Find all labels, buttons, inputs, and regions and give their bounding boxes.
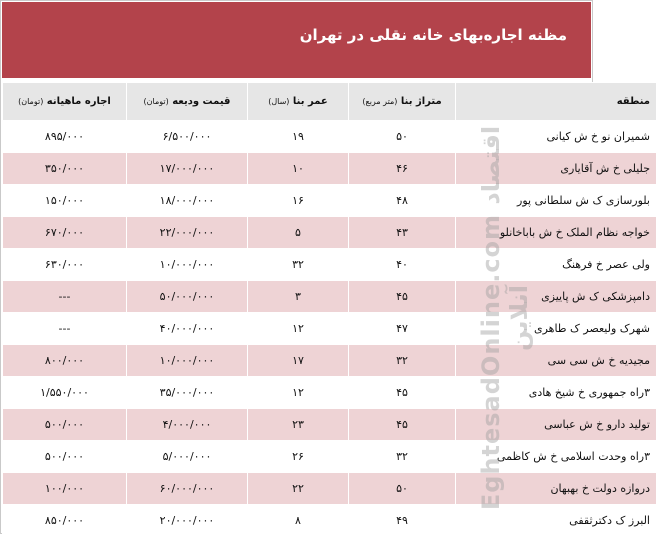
table-row [3, 185, 657, 217]
cell-age: ۱۰ [248, 153, 349, 185]
cell-rent: --- [3, 313, 127, 345]
cell-age: ۱۹ [248, 121, 349, 153]
table-body [3, 121, 657, 537]
rent-table [2, 82, 657, 537]
cell-deposit: ۳۵/۰۰۰/۰۰۰ [127, 377, 248, 409]
cell-deposit: ۶/۵۰۰/۰۰۰ [127, 121, 248, 153]
cell-rent: ۶۳۰/۰۰۰ [3, 249, 127, 281]
table-row [3, 121, 657, 153]
cell-rent: ۳۵۰/۰۰۰ [3, 153, 127, 185]
cell-area: ۴۰ [349, 249, 456, 281]
cell-region: ۳راه جمهوری خ شیخ هادی [456, 377, 657, 409]
cell-region: جلیلی خ ش آقایاری [456, 153, 657, 185]
cell-age: ۱۶ [248, 185, 349, 217]
cell-rent: ۸۰۰/۰۰۰ [3, 345, 127, 377]
cell-region: شهرک ولیعصر ک طاهری [456, 313, 657, 345]
cell-age: ۳۲ [248, 249, 349, 281]
cell-age: ۲۳ [248, 409, 349, 441]
cell-deposit: ۱۰/۰۰۰/۰۰۰ [127, 345, 248, 377]
header-rent-unit: (تومان) [18, 97, 44, 106]
cell-age: ۲۶ [248, 441, 349, 473]
header-age: عمر بنا (سال) [248, 83, 349, 121]
page-title: مظنه اجاره‌بهای خانه نقلی در تهران [299, 26, 567, 44]
cell-region: البرز ک دکترثقفی [456, 505, 657, 537]
cell-rent: ۱۵۰/۰۰۰ [3, 185, 127, 217]
table-row [3, 441, 657, 473]
cell-age: ۱۲ [248, 377, 349, 409]
table-row [3, 281, 657, 313]
cell-rent: ۱/۵۵۰/۰۰۰ [3, 377, 127, 409]
cell-rent: ۶۷۰/۰۰۰ [3, 217, 127, 249]
cell-deposit: ۴/۰۰۰/۰۰۰ [127, 409, 248, 441]
cell-deposit: ۱۸/۰۰۰/۰۰۰ [127, 185, 248, 217]
cell-rent: ۵۰۰/۰۰۰ [3, 409, 127, 441]
cell-rent: ۵۰۰/۰۰۰ [3, 441, 127, 473]
cell-area: ۴۸ [349, 185, 456, 217]
cell-deposit: ۵/۰۰۰/۰۰۰ [127, 441, 248, 473]
cell-age: ۲۲ [248, 473, 349, 505]
cell-region: بلورسازی ک ش سلطانی پور [456, 185, 657, 217]
cell-area: ۴۹ [349, 505, 456, 537]
cell-region: مجیدیه خ ش سی سی [456, 345, 657, 377]
header-deposit-unit: (تومان) [143, 97, 169, 106]
cell-deposit: ۴۰/۰۰۰/۰۰۰ [127, 313, 248, 345]
cell-deposit: ۱۰/۰۰۰/۰۰۰ [127, 249, 248, 281]
cell-area: ۳۲ [349, 345, 456, 377]
cell-age: ۱۲ [248, 313, 349, 345]
cell-area: ۴۶ [349, 153, 456, 185]
cell-deposit: ۲۰/۰۰۰/۰۰۰ [127, 505, 248, 537]
cell-rent: ۱۰۰/۰۰۰ [3, 473, 127, 505]
cell-region: دامپزشکی ک ش پاییزی [456, 281, 657, 313]
table-row [3, 473, 657, 505]
cell-deposit: ۱۷/۰۰۰/۰۰۰ [127, 153, 248, 185]
cell-region: ۳راه وحدت اسلامی خ ش کاظمی [456, 441, 657, 473]
table-row [3, 505, 657, 537]
cell-age: ۸ [248, 505, 349, 537]
table-row [3, 409, 657, 441]
table-row [3, 217, 657, 249]
cell-region: دروازه دولت خ بهبهان [456, 473, 657, 505]
cell-age: ۳ [248, 281, 349, 313]
cell-area: ۴۵ [349, 377, 456, 409]
header-area: متراژ بنا (متر مربع) [349, 83, 456, 121]
watermark-text: EghtesadOnline.com اقتصاد آنلاین [477, 125, 533, 511]
cell-region: شمیران نو خ ش کیانی [456, 121, 657, 153]
cell-area: ۴۳ [349, 217, 456, 249]
cell-area: ۳۲ [349, 441, 456, 473]
table-row [3, 249, 657, 281]
cell-deposit: ۵۰/۰۰۰/۰۰۰ [127, 281, 248, 313]
cell-region: تولید دارو خ ش عباسی [456, 409, 657, 441]
cell-area: ۵۰ [349, 473, 456, 505]
table-row [3, 313, 657, 345]
table-row [3, 377, 657, 409]
title-bar [2, 2, 591, 80]
table-header-row [3, 83, 657, 121]
cell-age: ۱۷ [248, 345, 349, 377]
cell-rent: ۸۵۰/۰۰۰ [3, 505, 127, 537]
cell-region: خواجه نظام الملک خ ش باباخانلو [456, 217, 657, 249]
header-area-unit: (متر مربع) [362, 97, 398, 106]
cell-region: ولی عصر خ فرهنگ [456, 249, 657, 281]
table-row [3, 345, 657, 377]
cell-area: ۴۵ [349, 409, 456, 441]
header-age-unit: (سال) [268, 97, 290, 106]
cell-area: ۴۵ [349, 281, 456, 313]
header-region: منطقه [456, 83, 657, 121]
cell-deposit: ۲۲/۰۰۰/۰۰۰ [127, 217, 248, 249]
cell-age: ۵ [248, 217, 349, 249]
cell-area: ۴۷ [349, 313, 456, 345]
header-rent: اجاره ماهیانه (تومان) [3, 83, 127, 121]
cell-rent: --- [3, 281, 127, 313]
table-row [3, 153, 657, 185]
cell-rent: ۸۹۵/۰۰۰ [3, 121, 127, 153]
header-deposit: قیمت ودیعه (تومان) [127, 83, 248, 121]
cell-area: ۵۰ [349, 121, 456, 153]
cell-deposit: ۶۰/۰۰۰/۰۰۰ [127, 473, 248, 505]
